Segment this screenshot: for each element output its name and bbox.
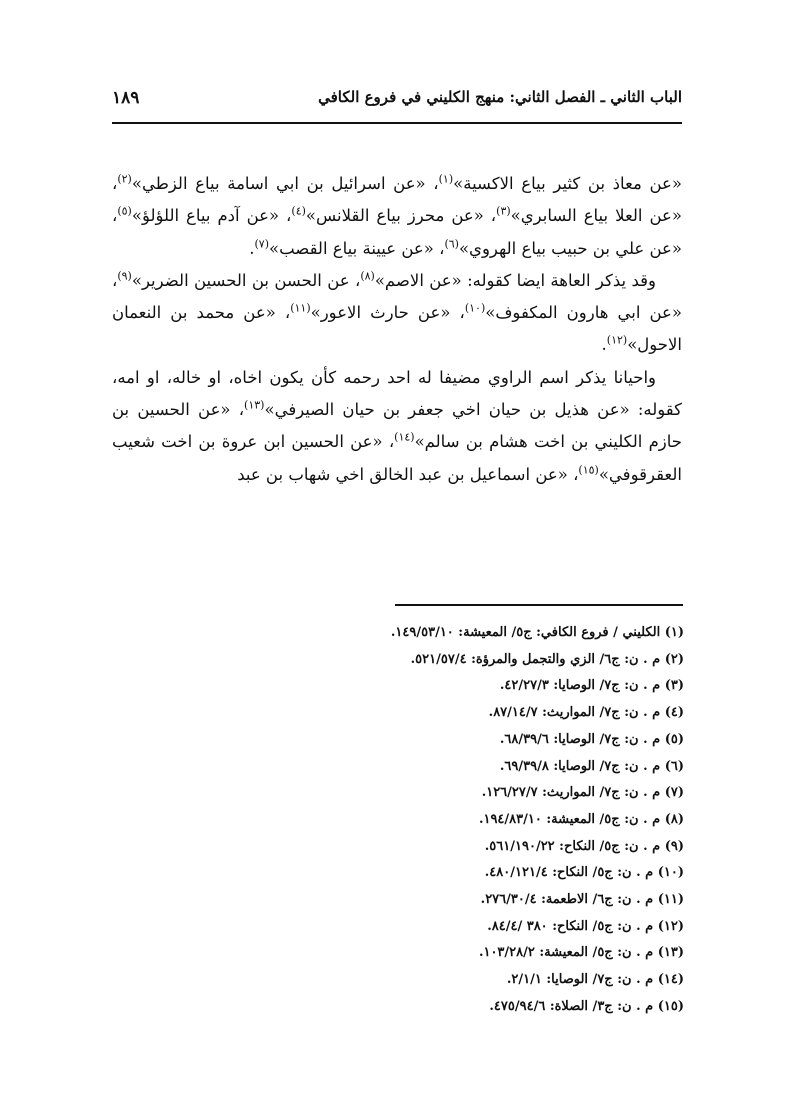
footnote: (١١) م . ن: ج٦/ الاطعمة: ٢٧٦/٣٠/٤. bbox=[480, 892, 684, 908]
footnote-ref: (١٤) bbox=[394, 430, 415, 444]
text-run: ، «عن عيينة بياع القصب» bbox=[268, 238, 445, 258]
footnote-ref: (١٥) bbox=[578, 463, 599, 477]
text-run: ، «عن الحسين بن حازم الكليني بن اخت هشام بن سالم» bbox=[112, 400, 682, 452]
page-number: ١٨٩ bbox=[112, 88, 140, 108]
paragraph bbox=[112, 362, 682, 491]
main-body bbox=[112, 168, 682, 491]
text-run: ، «عن حارث الاعور» bbox=[310, 303, 465, 323]
footnote-ref: (٣) bbox=[496, 204, 511, 218]
text-run: «عن معاذ بن كثير بياع الاكسية» bbox=[453, 174, 682, 193]
footnote-ref: (١) bbox=[438, 172, 454, 186]
text-run: وقد يذكر العاهة ايضا كقوله: «عن الاصم» bbox=[374, 270, 656, 290]
text-run: واحيانا يذكر اسم الراوي مضيفا له احد رحمه كأن يكون اخاه، او خاله، او امه، كقوله: «عن هذيل بن حيان اخي جعفر بن حيان الصيرفي» bbox=[112, 367, 683, 420]
footnote: (١٢) م . ن: ج٥/ النكاح: ٣٨٠ /٨٤/٤. bbox=[487, 918, 684, 934]
paragraph bbox=[112, 168, 682, 265]
text-run: ، «عن علي بن حبيب بياع الهروي» bbox=[112, 206, 682, 258]
footnote-ref: (٩) bbox=[117, 269, 132, 283]
text-run: ، «عن ابي هارون المكفوف» bbox=[112, 270, 682, 323]
footnote: (٨) م . ن: ج٥/ المعيشة: ١٩٤/٨٣/١٠. bbox=[478, 811, 684, 827]
footnote-ref: (١٠) bbox=[464, 301, 486, 315]
footnote-ref: (٧) bbox=[254, 237, 269, 251]
footnote: (٥) م . ن: ج٧/ الوصايا: ٦٨/٣٩/٦. bbox=[499, 731, 684, 747]
footnote: (٤) م . ن: ج٧/ المواريث: ٨٧/١٤/٧. bbox=[488, 705, 684, 721]
text-run: ، «عن اسرائيل بن ابي اسامة بياع الزطي» bbox=[131, 174, 439, 193]
paragraph bbox=[112, 265, 682, 362]
page-header bbox=[112, 88, 682, 124]
footnote: (١٠) م . ن: ج٥/ النكاح: ٤٨٠/١٢١/٤. bbox=[484, 865, 684, 881]
text-run: ، «عن محمد بن النعمان الاحول» bbox=[112, 303, 682, 355]
footnote-ref: (٢) bbox=[117, 172, 132, 186]
text-run: . bbox=[249, 238, 255, 258]
footnote: (٦) م . ن: ج٧/ الوصايا: ٦٩/٣٩/٨. bbox=[499, 758, 684, 774]
footnote-ref: (١١) bbox=[290, 301, 311, 315]
text-run: ، عن الحسن بن الحسين الضرير» bbox=[131, 270, 361, 290]
footnote-ref: (٤) bbox=[291, 204, 306, 218]
footnote: (٩) م . ن: ج٥/ النكاح: ٥٦١/١٩٠/٢٢. bbox=[484, 838, 684, 854]
text-run: . bbox=[601, 335, 607, 355]
text-run: ، «عن آدم بياع اللؤلؤ» bbox=[131, 206, 292, 226]
text-run: ، «عن العلا بياع السابري» bbox=[112, 174, 682, 226]
footnote-ref: (١٢) bbox=[606, 333, 628, 347]
footnote-separator bbox=[395, 604, 683, 606]
footnote-ref: (٥) bbox=[117, 204, 132, 218]
footnote-ref: (١٣) bbox=[244, 398, 265, 412]
footnote: (١٣) م . ن: ج٥/ المعيشة: ١٠٣/٢٨/٢. bbox=[478, 945, 684, 961]
footnotes-list bbox=[112, 620, 684, 1021]
footnote: (١٥) م . ن: ج٣/ الصلاة: ٤٧٥/٩٤/٦. bbox=[489, 998, 684, 1014]
footnote: (٢) م . ن: ج٦/ الزي والتجمل والمرؤة: ٥٢١/٥٧/٤. bbox=[410, 651, 684, 667]
footnote-ref: (٨) bbox=[360, 269, 375, 283]
text-run: ، «عن محرز بياع القلانس» bbox=[305, 206, 497, 226]
footnote: (٧) م . ن: ج٧/ المواريث: ١٢٦/٢٧/٧. bbox=[481, 785, 684, 801]
footnote: (١) الكليني / فروع الكافي: ج٥/ المعيشة: ١٤٩/٥٣/١٠. bbox=[390, 625, 684, 640]
footnote-ref: (٦) bbox=[444, 237, 459, 251]
text-run: ، «عن الحسين ابن عروة بن اخت شعيب العقرقوفي» bbox=[112, 432, 682, 484]
running-title: الباب الثاني ـ الفصل الثاني: منهج الكليني في فروع الكافي bbox=[318, 88, 682, 106]
text-run: ، «عن اسماعيل بن عبد الخالق اخي شهاب بن عبد bbox=[237, 464, 579, 484]
footnote: (٣) م . ن: ج٧/ الوصايا: ٤٢/٢٧/٣. bbox=[499, 678, 684, 694]
footnote: (١٤) م . ن: ج٧/ الوصايا: ٢/١/١. bbox=[506, 972, 684, 988]
